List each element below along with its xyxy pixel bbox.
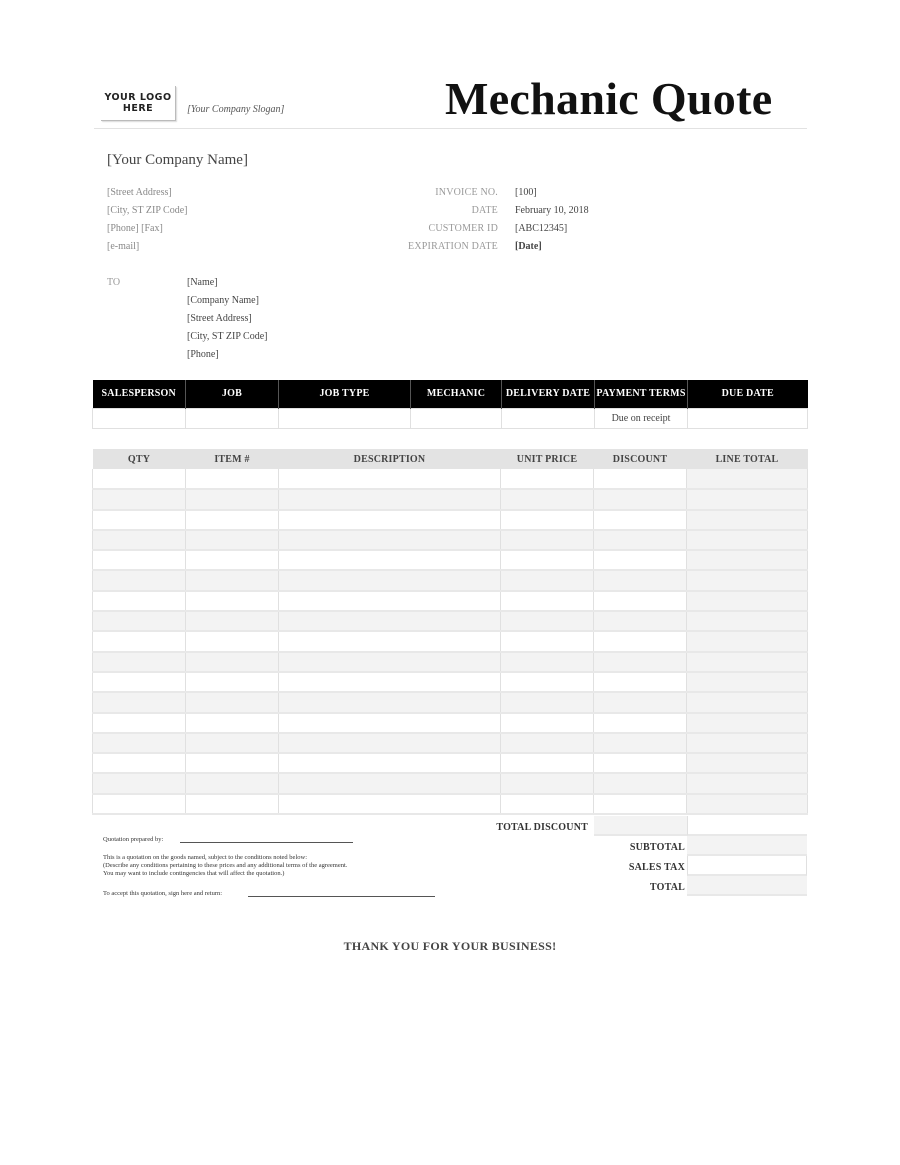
qty-cell[interactable]: [93, 753, 186, 773]
item-number-cell[interactable]: [186, 773, 279, 793]
total-discount-spacer: [687, 816, 807, 836]
line-item-row: [93, 631, 808, 651]
unit-price-cell[interactable]: [501, 489, 594, 509]
header-salesperson: SALESPERSON: [93, 380, 186, 408]
to-phone: [Phone]: [187, 349, 219, 360]
customer-id-label: CUSTOMER ID: [428, 223, 498, 234]
line-total-cell[interactable]: [687, 773, 808, 793]
item-number-cell[interactable]: [186, 753, 279, 773]
unit-price-cell[interactable]: [501, 713, 594, 733]
qty-cell[interactable]: [93, 631, 186, 651]
header-unit-price: UNIT PRICE: [501, 449, 594, 469]
due-date-cell[interactable]: [688, 408, 808, 428]
qty-cell[interactable]: [93, 794, 186, 814]
description-cell[interactable]: [279, 753, 501, 773]
description-cell[interactable]: [279, 510, 501, 530]
description-cell[interactable]: [279, 489, 501, 509]
company-name: [Your Company Name]: [107, 152, 248, 168]
qty-cell[interactable]: [93, 713, 186, 733]
header-delivery-date: DELIVERY DATE: [502, 380, 595, 408]
discount-cell[interactable]: [594, 733, 687, 753]
discount-cell[interactable]: [594, 631, 687, 651]
header-item-number: ITEM #: [186, 449, 279, 469]
line-item-row: [93, 570, 808, 590]
line-total-cell[interactable]: [687, 753, 808, 773]
total-discount-value[interactable]: [594, 816, 687, 836]
discount-cell[interactable]: [594, 469, 687, 489]
discount-cell[interactable]: [594, 672, 687, 692]
discount-cell[interactable]: [594, 489, 687, 509]
customer-id-value: [ABC12345]: [515, 223, 568, 234]
date-value: February 10, 2018: [515, 205, 589, 216]
quotation-note-line1: This is a quotation on the goods named, subject to the conditions noted below:: [103, 854, 307, 861]
items-header-row: [93, 449, 808, 469]
quotation-note-line2: (Describe any conditions pertaining to these prices and any additional terms of the agreement.: [103, 862, 348, 869]
discount-cell[interactable]: [594, 794, 687, 814]
unit-price-cell[interactable]: [501, 550, 594, 570]
line-item-row: [93, 713, 808, 733]
line-total-cell[interactable]: [687, 794, 808, 814]
line-item-row: [93, 611, 808, 631]
header-due-date: DUE DATE: [688, 380, 808, 408]
description-cell[interactable]: [279, 469, 501, 489]
sales-tax-label: SALES TAX: [628, 862, 685, 873]
description-cell[interactable]: [279, 570, 501, 590]
date-label: DATE: [471, 205, 498, 216]
accept-signature-line[interactable]: [248, 896, 435, 897]
subtotal-label: SUBTOTAL: [629, 842, 685, 853]
qty-cell[interactable]: [93, 611, 186, 631]
description-cell[interactable]: [279, 672, 501, 692]
item-number-cell[interactable]: [186, 652, 279, 672]
header-payment-terms: PAYMENT TERMS: [595, 380, 688, 408]
header-qty: QTY: [93, 449, 186, 469]
expiration-date-value: [Date]: [515, 241, 542, 252]
unit-price-cell[interactable]: [501, 733, 594, 753]
discount-cell[interactable]: [594, 692, 687, 712]
qty-cell[interactable]: [93, 591, 186, 611]
to-label: TO: [107, 277, 121, 288]
line-total-cell[interactable]: [687, 631, 808, 651]
total-discount-label: TOTAL DISCOUNT: [496, 822, 588, 833]
item-number-cell[interactable]: [186, 692, 279, 712]
line-total-cell[interactable]: [687, 591, 808, 611]
description-cell[interactable]: [279, 550, 501, 570]
quotation-note-line3: You may want to include contingencies that will affect the quotation.): [103, 870, 285, 877]
item-number-cell[interactable]: [186, 631, 279, 651]
qty-cell[interactable]: [93, 489, 186, 509]
qty-cell[interactable]: [93, 773, 186, 793]
line-item-row: [93, 794, 808, 814]
thank-you-message: THANK YOU FOR YOUR BUSINESS!: [343, 939, 557, 953]
header-line-total: LINE TOTAL: [687, 449, 808, 469]
line-item-row: [93, 672, 808, 692]
invoice-no-value: [100]: [515, 187, 537, 198]
total-label: TOTAL: [649, 882, 685, 893]
to-street: [Street Address]: [187, 313, 252, 324]
header-mechanic: MECHANIC: [411, 380, 502, 408]
discount-cell[interactable]: [594, 510, 687, 530]
document-title: Mechanic Quote: [445, 73, 773, 124]
line-total-cell[interactable]: [687, 713, 808, 733]
job-cell[interactable]: [186, 408, 279, 428]
item-number-cell[interactable]: [186, 510, 279, 530]
invoice-no-label: INVOICE NO.: [435, 187, 498, 198]
header-job: JOB: [186, 380, 279, 408]
description-cell[interactable]: [279, 530, 501, 550]
delivery-date-cell[interactable]: [502, 408, 595, 428]
company-phone-fax: [Phone] [Fax]: [107, 223, 163, 234]
discount-cell[interactable]: [594, 570, 687, 590]
unit-price-cell[interactable]: [501, 469, 594, 489]
salesperson-cell[interactable]: [93, 408, 186, 428]
prepared-by-label: Quotation prepared by:: [103, 836, 164, 843]
unit-price-cell[interactable]: [501, 611, 594, 631]
sales-tax-value[interactable]: [687, 856, 807, 876]
line-total-cell[interactable]: [687, 733, 808, 753]
prepared-by-signature-line[interactable]: [180, 842, 353, 843]
item-number-cell[interactable]: [186, 489, 279, 509]
line-total-cell[interactable]: [687, 570, 808, 590]
description-cell[interactable]: [279, 652, 501, 672]
to-city: [City, ST ZIP Code]: [187, 331, 268, 342]
discount-cell[interactable]: [594, 773, 687, 793]
discount-cell[interactable]: [594, 753, 687, 773]
company-street: [Street Address]: [107, 187, 172, 198]
line-item-row: [93, 489, 808, 509]
company-email: [e-mail]: [107, 241, 140, 252]
description-cell[interactable]: [279, 692, 501, 712]
unit-price-cell[interactable]: [501, 692, 594, 712]
logo-text-line1: YOUR LOGO: [104, 92, 172, 103]
discount-cell[interactable]: [594, 611, 687, 631]
discount-cell[interactable]: [594, 713, 687, 733]
to-company-name: [Company Name]: [187, 295, 259, 306]
description-cell[interactable]: [279, 733, 501, 753]
header-description: DESCRIPTION: [279, 449, 501, 469]
company-slogan: [Your Company Slogan]: [187, 104, 285, 115]
item-number-cell[interactable]: [186, 672, 279, 692]
description-cell[interactable]: [279, 794, 501, 814]
unit-price-cell[interactable]: [501, 510, 594, 530]
line-total-cell[interactable]: [687, 672, 808, 692]
unit-price-cell[interactable]: [501, 773, 594, 793]
item-number-cell[interactable]: [186, 530, 279, 550]
line-total-cell[interactable]: [687, 611, 808, 631]
company-city: [City, ST ZIP Code]: [107, 205, 188, 216]
discount-cell[interactable]: [594, 550, 687, 570]
discount-cell[interactable]: [594, 591, 687, 611]
item-number-cell[interactable]: [186, 794, 279, 814]
total-value[interactable]: [687, 876, 807, 896]
qty-cell[interactable]: [93, 692, 186, 712]
subtotal-value[interactable]: [687, 836, 807, 856]
header-job-type: JOB TYPE: [279, 380, 411, 408]
line-item-row: [93, 530, 808, 550]
unit-price-cell[interactable]: [501, 530, 594, 550]
header-discount: DISCOUNT: [594, 449, 687, 469]
discount-cell[interactable]: [594, 652, 687, 672]
logo-placeholder: [101, 86, 176, 121]
unit-price-cell[interactable]: [501, 631, 594, 651]
line-item-row: [93, 469, 808, 489]
payment-terms-cell[interactable]: Due on receipt: [595, 408, 688, 428]
description-cell[interactable]: [279, 773, 501, 793]
logo-text-line2: HERE: [122, 103, 154, 114]
qty-cell[interactable]: [93, 652, 186, 672]
expiration-date-label: EXPIRATION DATE: [408, 241, 498, 252]
item-number-cell[interactable]: [186, 570, 279, 590]
description-cell[interactable]: [279, 631, 501, 651]
item-number-cell[interactable]: [186, 611, 279, 631]
line-total-cell[interactable]: [687, 652, 808, 672]
description-cell[interactable]: [279, 611, 501, 631]
mechanic-cell[interactable]: [411, 408, 502, 428]
line-item-row: [93, 550, 808, 570]
line-total-cell[interactable]: [687, 530, 808, 550]
unit-price-cell[interactable]: [501, 753, 594, 773]
item-number-cell[interactable]: [186, 550, 279, 570]
line-item-row: [93, 510, 808, 530]
unit-price-cell[interactable]: [501, 570, 594, 590]
unit-price-cell[interactable]: [501, 652, 594, 672]
job-info-table: [92, 380, 808, 429]
unit-price-cell[interactable]: [501, 794, 594, 814]
unit-price-cell[interactable]: [501, 672, 594, 692]
line-item-row: [93, 753, 808, 773]
discount-cell[interactable]: [594, 530, 687, 550]
qty-cell[interactable]: [93, 672, 186, 692]
item-number-cell[interactable]: [186, 591, 279, 611]
line-total-cell[interactable]: [687, 692, 808, 712]
line-items-table: [92, 449, 808, 815]
qty-cell[interactable]: [93, 510, 186, 530]
qty-cell[interactable]: [93, 550, 186, 570]
line-item-row: [93, 652, 808, 672]
items-body: [93, 469, 808, 814]
line-total-cell[interactable]: [687, 550, 808, 570]
qty-cell[interactable]: [93, 530, 186, 550]
description-cell[interactable]: [279, 591, 501, 611]
header-divider: [94, 128, 807, 129]
qty-cell[interactable]: [93, 733, 186, 753]
line-total-cell[interactable]: [687, 489, 808, 509]
description-cell[interactable]: [279, 713, 501, 733]
job-table-row: [93, 408, 808, 428]
item-number-cell[interactable]: [186, 733, 279, 753]
qty-cell[interactable]: [93, 469, 186, 489]
job-table-header-row: [93, 380, 808, 408]
line-item-row: [93, 773, 808, 793]
line-item-row: [93, 733, 808, 753]
line-total-cell[interactable]: [687, 510, 808, 530]
unit-price-cell[interactable]: [501, 591, 594, 611]
line-item-row: [93, 591, 808, 611]
to-name: [Name]: [187, 277, 218, 288]
accept-instruction: To accept this quotation, sign here and return:: [103, 890, 223, 897]
qty-cell[interactable]: [93, 570, 186, 590]
line-item-row: [93, 692, 808, 712]
item-number-cell[interactable]: [186, 713, 279, 733]
item-number-cell[interactable]: [186, 469, 279, 489]
line-total-cell[interactable]: [687, 469, 808, 489]
job-type-cell[interactable]: [279, 408, 411, 428]
